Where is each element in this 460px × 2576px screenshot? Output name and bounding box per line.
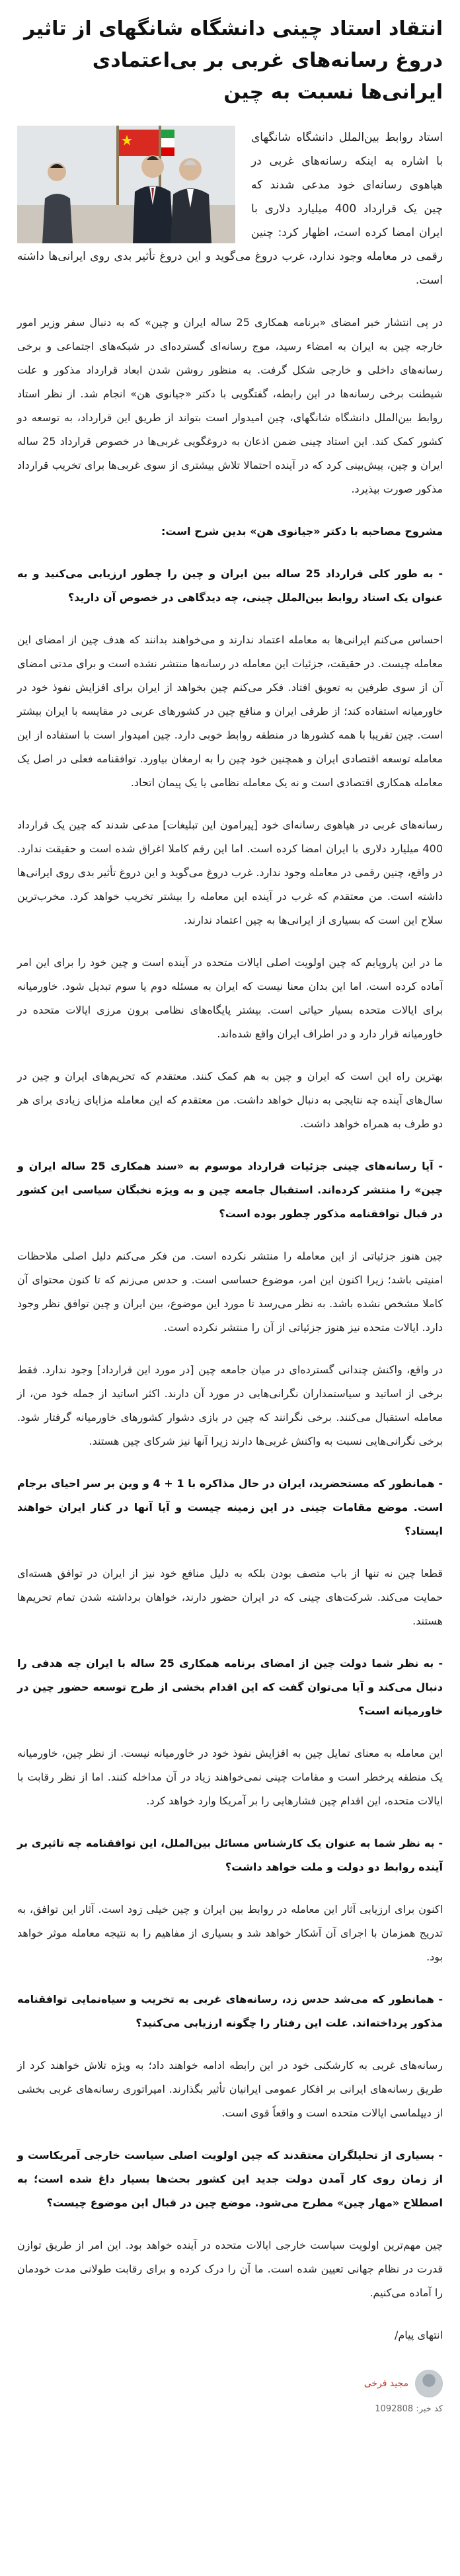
question-paragraph: - همانطور که می‌شد حدس زد، رسانه‌های غربی به تخریب و سیاه‌نمایی توافقنامه مذکور پرداخته‌اند. علت این رفتار را چگونه ارزیابی می‌کنید؟ <box>17 1993 443 2029</box>
author-block[interactable] <box>17 2366 443 2397</box>
question-paragraph: مشروح مصاحبه با دکتر «جیانوی هن» بدین شرح است: <box>161 525 443 538</box>
author-name[interactable]: مجید فرخی <box>364 2378 408 2389</box>
article-title: انتقاد استاد چینی دانشگاه شانگهای از تاثیر دروغ رسانه‌های غربی بر بی‌اعتمادی ایرانی‌ها نسبت به چین <box>23 17 443 104</box>
body-paragraph: در واقع، واکنش چندانی گسترده‌ای در میان جامعه چین [در مورد این قرارداد] وجود ندارد. فقط برخی از اساتید و سیاستمداران نگرانی‌هایی در مورد آن دارند. اکثر اساتید از جمله خود من، از معامله استقبال می‌کنند. برخی نگرانند که چین در بازی دشوار کشورهای خاورمیانه گرفتار شود. برخی نگرانی‌هایی نسبت به واکنش غربی‌ها دارند زیرا آنها نیز شرکای چین هستند. <box>17 1363 443 1447</box>
lead-text: استاد روابط بین‌الملل دانشگاه شانگهای با اشاره به اینکه رسانه‌های غربی در هیاهوی رسانه‌ای خود مدعی شدند که چین یک قرارداد 400 میلیارد دلاری با ایران امضا کرده است، اظهار کرد: چنین رقمی در معامله وجود ندارد، غرب دروغ می‌گوید و این دروغ تأثیر بدی روی ایرانی‌ها داشته است. <box>17 131 443 287</box>
question-paragraph: - به نظر شما دولت چین از امضای برنامه همکاری 25 ساله با ایران چه هدفی را دنبال می‌کند و آیا می‌توان گفت که این اقدام بخشی از طرح توسعه حضور چین در خاورمیانه است؟ <box>17 1657 443 1717</box>
body-paragraph: انتهای پیام/ <box>394 2329 443 2341</box>
news-code-label: کد خبر: <box>416 2404 443 2414</box>
question-paragraph: - بسیاری از تحلیلگران معتقدند که چین اولویت اصلی سیاست خارجی آمریکاست و از زمان روی کار آمدن دولت جدید این کشور بحث‌ها بسیار داغ شده است؛ به اصطلاح «مهار چین» مطرح می‌شود. موضع چین در قبال این موضوع چیست؟ <box>17 2149 443 2209</box>
body-paragraph: چین مهم‌ترین اولویت سیاست خارجی ایالات متحده در آینده خواهد بود. این امر از طریق توازن قدرت در نظام جهانی تعیین شده است. ما آن را درک کرده و برای رقابت طولانی مدت خودمان را آماده می‌کنیم. <box>17 2239 443 2299</box>
body-paragraph: اکنون برای ارزیابی آثار این معامله در روابط بین ایران و چین خیلی زود است. آثار این توافق، به تدریج همزمان با اجرای آن آشکار خواهد شد و بسیاری از مفاهیم را به نتیجه معامله موثر خواهد بود. <box>17 1903 443 1963</box>
body-paragraph: این معامله به معنای تمایل چین به افزایش نفوذ خود در خاورمیانه نیست. از نظر چین، خاورمیانه یک منطقه پرخطر است و مقامات چینی نمی‌خواهند زیاد در آن مداخله کنند. اما از نظر رقابت با ایالات متحده، این اقدام چین فشارهایی را بر آمریکا وارد خواهد کرد. <box>17 1747 443 1807</box>
question-paragraph: - به طور کلی قرارداد 25 ساله بین ایران و چین را چطور ارزیابی می‌کنید و به عنوان یک استاد روابط بین‌الملل چینی، چه دیدگاهی در خصوص آن دارید؟ <box>17 567 443 604</box>
news-code-value: 1092808 <box>375 2404 414 2414</box>
question-paragraph: - همانطور که مستحضرید، ایران در حال مذاکره با 1 + 4 و وین بر سر احیای برجام است. موضع مقامات چینی در این زمینه چیست و آیا آنها در کنار ایران خواهند ایستاد؟ <box>17 1477 443 1537</box>
body-paragraph: ما در این پاروپایم که چین اولویت اصلی ایالات متحده در آینده است و چین خود را برای این امر آماده کرده است. اما این بدان معنا نیست که ایران به مسئله دوم یا سوم تبدیل شود. خاورمیانه برای ایالات متحده بسیار حیاتی است. بیشتر پایگاه‌های نظامی برون مرزی ایالات متحده در خاورمیانه قرار دارد و در اطراف ایران واقع شده‌اند. <box>17 956 443 1040</box>
question-paragraph: - آیا رسانه‌های چینی جزئیات قرارداد موسوم به «سند همکاری 25 ساله ایران و چین» را منتشر کرده‌اند. استقبال جامعه چین و به ویژه نخبگان سیاسی این کشور در قبال توافقنامه مذکور چطور بوده است؟ <box>17 1160 443 1220</box>
body-paragraph: احساس می‌کنم ایرانی‌ها به معامله اعتماد ندارند و می‌خواهند بدانند که هدف چین از امضای این معامله چیست. در حقیقت، جزئیات این معامله در رسانه‌ها منتشر نشده است و برای مدتی امضای آن از سوی طرفین به تعویق افتاد. فکر می‌کنم چین بخواهد از ایران برای افزایش نفوذ خود در خاورمیانه استفاده کند؛ از طرفی ایران و منافع چین در کشورهای عربی در مقایسه با ایران بیشتر است. چین تقریبا با همه کشورها در منطقه روابط خوبی دارد. چین امیدوار است با استفاده از این معامله توسعه اقتصادی ایران و همچنین خود چین را به ارمغان بیاورد. توافقنامه فعلی در اصل یک معامله همکاری اقتصادی است و نه یک معامله نظامی یا یک پیمان اتحاد. <box>17 633 443 789</box>
lead-photo[interactable] <box>17 126 235 243</box>
officials-photo-icon <box>17 126 235 243</box>
body-paragraph: قطعا چین نه تنها از باب متصف بودن بلکه به دلیل منافع خود نیز از ایران در توافق هسته‌ای حمایت می‌کند. شرکت‌های چینی که در ایران حضور دارند، خواهان برداشته شدن تمام تحریم‌ها هستند. <box>17 1567 443 1627</box>
news-code <box>17 2404 443 2414</box>
body-paragraph: رسانه‌های غربی در هیاهوی رسانه‌ای خود [پیرامون این تبلیغات] مدعی شدند که چین یک قرارداد 400 میلیارد دلاری با ایران امضا کرده است. اما این رقم کاملا اغراق شده است و حقیقت ندارد. در واقع، چنین رقمی در معامله وجود ندارد. غرب دروغ می‌گوید و این دروغ تأثیر بدی روی ایرانی‌ها داشته است. من معتقدم که غرب در آینده این معامله را بیشتر تخریب خواهد کرد. مخرب‌ترین سلاح این است که بسیاری از ایرانی‌ها به چین اعتماد ندارند. <box>17 819 443 926</box>
article-lead <box>17 126 443 292</box>
body-paragraph: بهترین راه این است که ایران و چین به هم کمک کنند. معتقدم که تحریم‌های ایران و چین در سال‌های آینده چه نتایجی به دنبال خواهد داشت. من معتقدم که این معامله مزایای زیادی برای هر دو طرف به همراه خواهد داشت. <box>17 1070 443 1130</box>
question-paragraph: - به نظر شما به عنوان یک کارشناس مسائل بین‌الملل، این توافقنامه چه تاثیری بر آینده روابط دو دولت و ملت خواهد داشت؟ <box>17 1837 443 1873</box>
body-paragraph: در پی انتشار خبر امضای «برنامه همکاری 25 ساله ایران و چین» که به دنبال سفر وزیر امور خارجه چین به ایران به امضاء رسید، موج رسانه‌ای گسترده‌ای در شبکه‌های اجتماعی و برخی رسانه‌های داخلی و خارجی شکل گرفت. به منظور روشن شدن ابعاد قرارداد مذکور و علت شیطنت برخی رسانه‌ها در این رابطه، گفتگویی با دکتر «جیانوی هن» انجام شد. از نظر استاد روابط بین‌الملل دانشگاه شانگهای، چین امیدوار است بتواند از طریق این قرارداد، به توسعه دو کشور کمک کند. این استاد چینی ضمن اذعان به دروغگویی غربی‌ها در خصوص قرارداد 25 ساله ایران و چین، پیش‌بینی کرد که در آینده احتمالا تلاش بیشتری از سوی غربی‌ها برای تخریب قرارداد مذکور صورت بپذیرد. <box>17 316 443 495</box>
body-paragraph: چین هنوز جزئیاتی از این معامله را منتشر نکرده است. من فکر می‌کنم دلیل اصلی ملاحظات امنیتی باشد؛ زیرا اکنون این امر، موضوع حساسی است. و حدس می‌زنم که تا کنون محتوای آن کاملا مشخص نشده باشد. به نظر می‌رسد تا مورد این موضوع، بین ایران و چین توافق نظر وجود دارد. ایالات متحده نیز هنوز جزئیاتی از آن را منتشر نکرده است. <box>17 1250 443 1334</box>
author-avatar-icon <box>415 2370 443 2397</box>
body-paragraph: رسانه‌های غربی به کارشکنی خود در این رابطه ادامه خواهند داد؛ به ویژه تلاش خواهند کرد از طریق رسانه‌های ایرانی بر افکار عمومی ایرانیان تأثیر بگذارند. امپراتوری رسانه‌های غربی بخشی از دیپلماسی ایالات متحده است و واقعاً قوی است. <box>17 2059 443 2119</box>
article-body <box>17 311 443 2347</box>
